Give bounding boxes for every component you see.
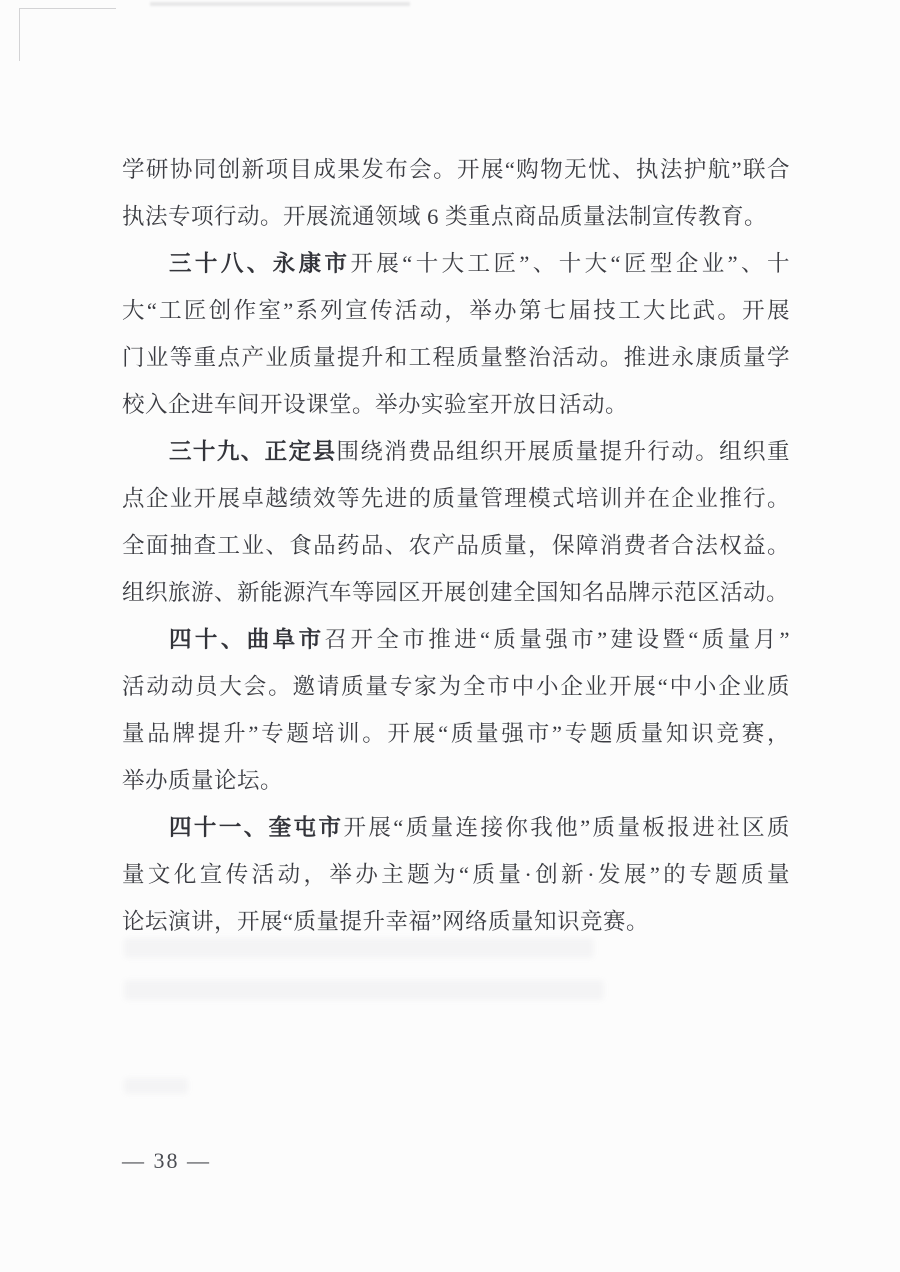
text-line: 量品牌提升”专题培训。开展“质量强市”专题质量知识竞赛，	[122, 721, 790, 746]
line-text: 开展“十大工匠”、十大“匠型企业”、十	[350, 251, 790, 276]
paragraph-continuation	[122, 146, 790, 240]
text-line	[122, 804, 790, 851]
text-line	[122, 616, 790, 663]
text-line: 执法专项行动。开展流通领域 6 类重点商品质量法制宣传教育。	[122, 204, 768, 229]
text-line: 论坛演讲，开展“质量提升幸福”网络质量知识竞赛。	[122, 909, 649, 934]
page-number: — 38 —	[122, 1148, 211, 1173]
text-line: 校入企进车间开设课堂。举办实验室开放日活动。	[122, 392, 629, 417]
paragraph-item-38	[122, 240, 790, 428]
section-heading: 四十、曲阜市	[169, 627, 325, 652]
section-heading: 三十九、正定县	[169, 439, 337, 464]
section-heading: 四十一、奎屯市	[169, 815, 344, 840]
bleedthrough-artifact	[124, 1078, 188, 1094]
text-line: 门业等重点产业质量提升和工程质量整治活动。推进永康质量学	[122, 345, 790, 370]
text-line: 大“工匠创作室”系列宣传活动，举办第七届技工大比武。开展	[122, 298, 790, 323]
text-line: 举办质量论坛。	[122, 768, 284, 793]
text-line: 量文化宣传活动，举办主题为“质量·创新·发展”的专题质量	[122, 862, 790, 887]
paragraph-item-40	[122, 616, 790, 804]
line-text: 召开全市推进“质量强市”建设暨“质量月”	[324, 627, 790, 652]
paragraph-item-41	[122, 804, 790, 945]
text-line	[122, 428, 790, 475]
section-heading: 三十八、永康市	[169, 251, 351, 276]
bleedthrough-artifact	[124, 980, 604, 1000]
text-line: 学研协同创新项目成果发布会。开展“购物无忧、执法护航”联合	[122, 157, 790, 182]
text-line	[122, 240, 790, 287]
paragraph-item-39	[122, 428, 790, 616]
text-line: 活动动员大会。邀请质量专家为全市中小企业开展“中小企业质	[122, 674, 790, 699]
line-text: 开展“质量连接你我他”质量板报进社区质	[343, 815, 790, 840]
text-line: 组织旅游、新能源汽车等园区开展创建全国知名品牌示范区活动。	[122, 580, 790, 605]
scan-streak-artifact	[150, 2, 410, 6]
bleedthrough-artifact	[124, 938, 594, 958]
text-line: 全面抽查工业、食品药品、农产品质量，保障消费者合法权益。	[122, 533, 790, 558]
line-text: 围绕消费品组织开展质量提升行动。组织重	[336, 439, 790, 464]
text-line: 点企业开展卓越绩效等先进的质量管理模式培训并在企业推行。	[122, 486, 790, 511]
scan-edge-artifact	[19, 8, 116, 61]
document-body	[122, 146, 790, 945]
